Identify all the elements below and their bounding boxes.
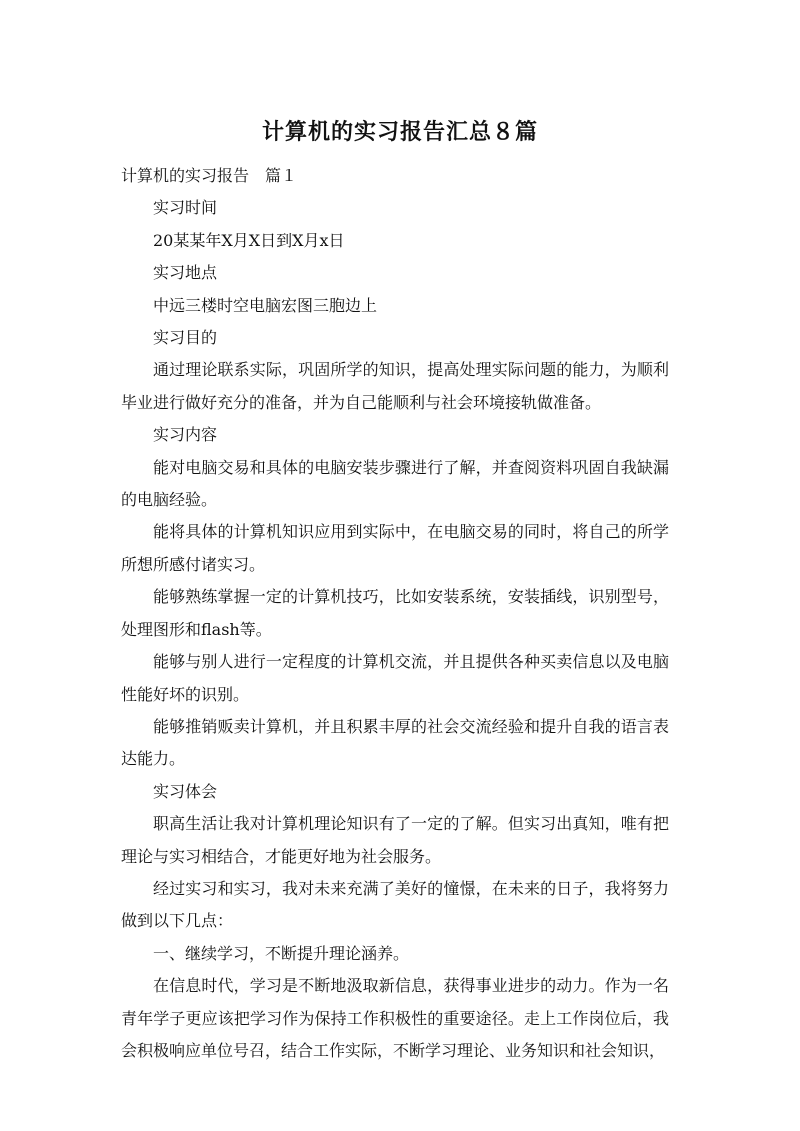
paragraph: 实习内容 xyxy=(153,425,218,445)
paragraph: 实习地点 xyxy=(153,263,218,283)
paragraph: 能够熟练掌握一定的计算机技巧，比如安装系统，安装插线，识别型号，处理图形和flash等。 xyxy=(121,587,669,639)
paragraph: 在信息时代，学习是不断地汲取新信息，获得事业进步的动力。作为一名青年学子更应该把学习作为保持工作积极性的重要途径。走上工作岗位后，我会积极响应单位号召，结合工作实际，不断学习理论、业务知识和社会知识， xyxy=(121,976,669,1060)
paragraph: 中远三楼时空电脑宏图三胞边上 xyxy=(153,295,378,315)
paragraph: 职高生活让我对计算机理论知识有了一定的了解。但实习出真知，唯有把理论与实习相结合，才能更好地为社会服务。 xyxy=(121,814,669,866)
paragraph: 通过理论联系实际，巩固所学的知识，提高处理实际问题的能力，为顺利毕业进行做好充分的准备，并为自己能顺利与社会环境接轨做准备。 xyxy=(121,360,669,412)
paragraph: 实习目的 xyxy=(153,328,218,348)
paragraph: 实习体会 xyxy=(153,781,218,801)
paragraph: 经过实习和实习，我对未来充满了美好的憧憬，在未来的日子，我将努力做到以下几点： xyxy=(121,878,669,931)
paragraph: 20某某年X月X日到X月x日 xyxy=(153,230,345,250)
paragraph: 能将具体的计算机知识应用到实际中，在电脑交易的同时，将自己的所学所想所感付诸实习。 xyxy=(121,522,669,574)
paragraph: 实习时间 xyxy=(153,198,218,218)
section-heading: 计算机的实习报告 篇１ xyxy=(121,166,298,185)
paragraph: 能对电脑交易和具体的电脑安装步骤进行了解，并查阅资料巩固自我缺漏的电脑经验。 xyxy=(121,457,669,510)
document-body xyxy=(121,160,669,1067)
paragraph: 一、继续学习，不断提升理论涵养。 xyxy=(153,943,410,963)
document-title: 计算机的实习报告汇总８篇 xyxy=(261,120,538,145)
paragraph: 能够推销贩卖计算机，并且积累丰厚的社会交流经验和提升自我的语言表达能力。 xyxy=(121,716,669,769)
paragraph: 能够与别人进行一定程度的计算机交流，并且提供各种买卖信息以及电脑性能好坏的识别。 xyxy=(121,652,669,704)
